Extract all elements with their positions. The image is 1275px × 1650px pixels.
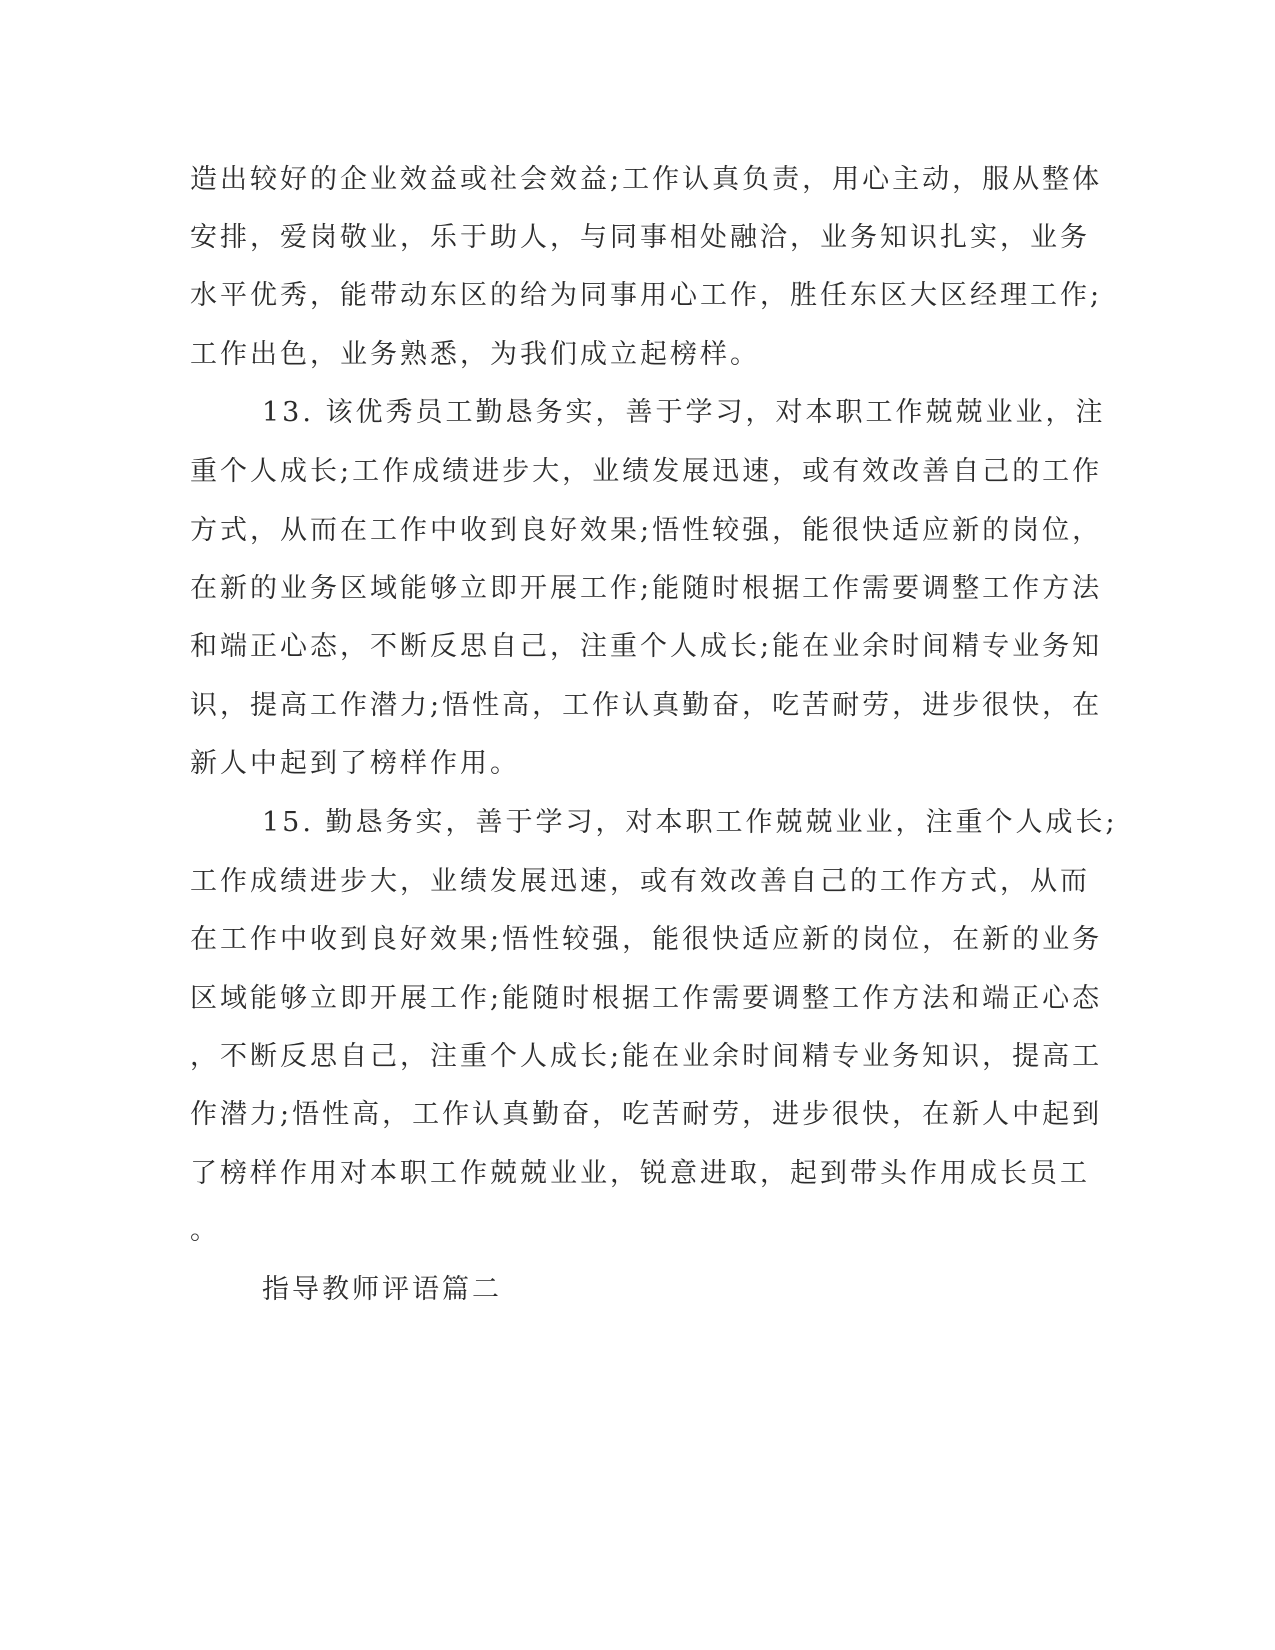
text-line: 在工作中收到良好效果;悟性较强，能很快适应新的岗位，在新的业务: [190, 924, 1103, 955]
text-line: 造出较好的企业效益或社会效益;工作认真负责，用心主动，服从整体: [190, 164, 1103, 195]
text-line: 方式，从而在工作中收到良好效果;悟性较强，能很快适应新的岗位，: [190, 515, 1103, 546]
text-line: 和端正心态，不断反思自己，注重个人成长;能在业余时间精专业务知: [190, 631, 1103, 662]
text-line: ，不断反思自己，注重个人成长;能在业余时间精专业务知识，提高工: [190, 1041, 1103, 1072]
section-heading: 指导教师评语篇二: [262, 1274, 502, 1305]
text-line: 区域能够立即开展工作;能随时根据工作需要调整工作方法和端正心态: [190, 983, 1103, 1014]
text-line: 识，提高工作潜力;悟性高，工作认真勤奋，吃苦耐劳，进步很快，在: [190, 690, 1103, 721]
text-line: 15. 勤恳务实，善于学习，对本职工作兢兢业业，注重个人成长;: [262, 807, 1118, 838]
text-line: 作潜力;悟性高，工作认真勤奋，吃苦耐劳，进步很快，在新人中起到: [190, 1099, 1103, 1130]
text-line: 了榜样作用对本职工作兢兢业业，锐意进取，起到带头作用成长员工: [190, 1158, 1090, 1189]
text-line: 安排，爱岗敬业，乐于助人，与同事相处融洽，业务知识扎实，业务: [190, 222, 1090, 253]
text-line: 工作出色，业务熟悉，为我们成立起榜样。: [190, 339, 760, 370]
text-line: 重个人成长;工作成绩进步大，业绩发展迅速，或有效改善自己的工作: [190, 456, 1103, 487]
text-line: 13. 该优秀员工勤恳务实，善于学习，对本职工作兢兢业业，注: [262, 397, 1106, 428]
text-line: 在新的业务区域能够立即开展工作;能随时根据工作需要调整工作方法: [190, 573, 1103, 604]
text-line: 。: [190, 1215, 220, 1246]
text-line: 水平优秀，能带动东区的给为同事用心工作，胜任东区大区经理工作;: [190, 280, 1103, 311]
text-line: 新人中起到了榜样作用。: [190, 748, 520, 779]
text-line: 工作成绩进步大，业绩发展迅速，或有效改善自己的工作方式，从而: [190, 866, 1090, 897]
